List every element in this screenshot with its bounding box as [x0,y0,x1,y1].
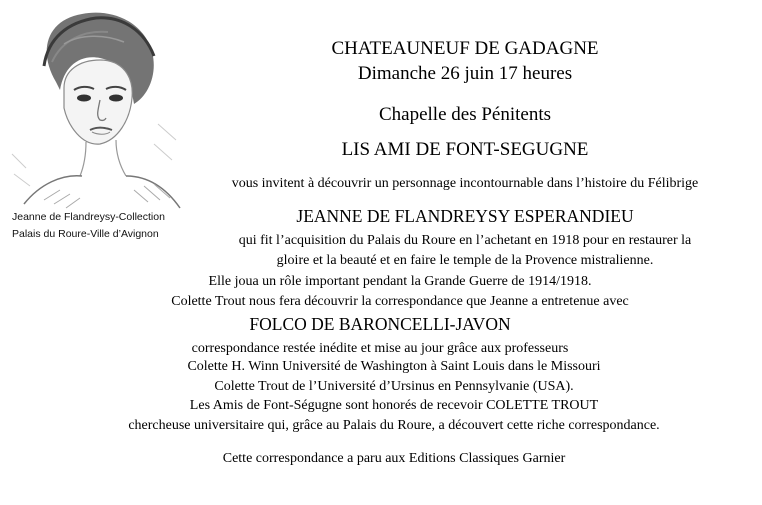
body-line-7: Colette Trout de l’Université d’Ursinus en Pennsylvanie (USA). [214,379,574,394]
portrait-image [4,4,184,212]
body-line-2: gloire et la beauté et en faire le temple de la Provence mistralienne. [276,253,654,268]
body-line-6: Colette H. Winn Université de Washington à Saint Louis dans le Missouri [187,359,601,374]
caption-line-1: Jeanne de Flandreysy-Collection [12,211,165,223]
correspondent-name: FOLCO DE BARONCELLI-JAVON [249,314,511,334]
caption-line-2: Palais du Roure-Ville d’Avignon [12,228,159,240]
body-line-1: qui fit l’acquisition du Palais du Roure en l’achetant en 1918 pour en restaurer la [238,233,692,248]
event-organizer: LIS AMI DE FONT-SEGUGNE [341,139,589,160]
body-line-8: Les Amis de Font-Ségugne sont honorés de recevoir COLETTE TROUT [189,398,599,413]
event-venue: Chapelle des Pénitents [378,104,552,125]
portrait-sketch-icon [4,4,184,212]
footer-note: Cette correspondance a paru aux Editions Classiques Garnier [222,451,566,466]
portrait-caption [12,209,187,243]
body-line-9: chercheuse universitaire qui, grâce au Palais du Roure, a découvert cette riche correspondance. [128,418,660,433]
event-date: Dimanche 26 juin 17 heures [357,63,573,84]
body-line-4: Colette Trout nous fera découvrir la correspondance que Jeanne a entretenue avec [171,294,629,309]
body-line-3: Elle joua un rôle important pendant la Grande Guerre de 1914/1918. [208,274,592,289]
event-place: CHATEAUNEUF DE GADAGNE [331,38,599,59]
person-name: JEANNE DE FLANDREYSY ESPERANDIEU [296,206,634,226]
body-line-5: correspondance restée inédite et mise au jour grâce aux professeurs [191,341,569,356]
invite-text: vous invitent à découvrir un personnage incontournable dans l’histoire du Félibrige [231,176,699,191]
